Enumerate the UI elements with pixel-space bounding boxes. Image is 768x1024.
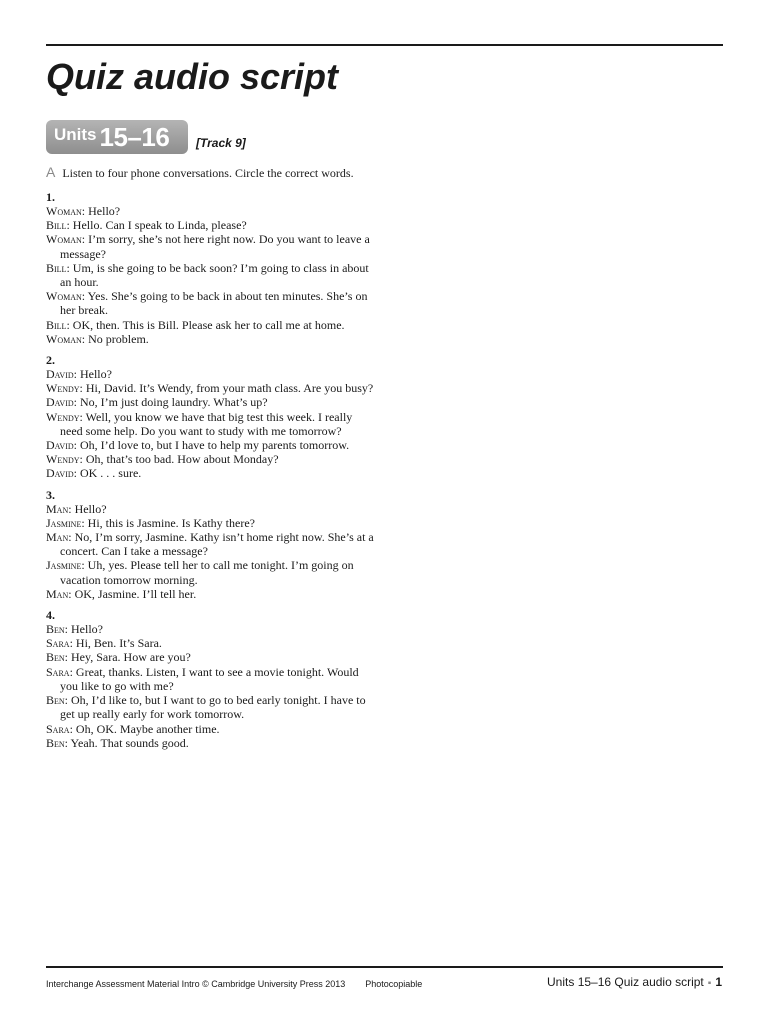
dialogue-line [46, 466, 376, 480]
speaker-name: Woman [46, 204, 82, 218]
dialogue-line [46, 410, 376, 438]
dialogue-text: : Hello? [73, 367, 112, 382]
footer-copyright: Interchange Assessment Material Intro © Cambridge University Press 2013 [46, 979, 346, 989]
section-a [46, 165, 376, 757]
dialogue-line [46, 636, 376, 650]
speaker-name: Jasmine [46, 558, 82, 573]
dialogue-text: : Hello? [81, 204, 121, 218]
unit-badge-word: Units [54, 125, 97, 144]
dialogue-text: : No, I’m just doing laundry. What’s up? [73, 395, 268, 410]
page-title: Quiz audio script [46, 56, 339, 97]
speaker-name: Ben [46, 693, 65, 708]
dialogue-line [46, 367, 376, 381]
speaker-name: Sara [46, 636, 70, 651]
dialogue-text: : Hi, David. It’s Wendy, from your math class. Are you busy? [79, 381, 374, 396]
dialogue-line [46, 587, 376, 601]
footer-left [46, 978, 422, 990]
conversation-number: 3. [46, 487, 55, 502]
dialogue-text: : Hey, Sara. How are you? [64, 650, 191, 665]
dialogue-line [46, 665, 376, 693]
dialogue-line [46, 204, 376, 218]
speaker-name: Woman [46, 289, 82, 304]
dialogue-line [46, 622, 376, 636]
top-rule [46, 44, 723, 46]
dialogue-text: : Hi, Ben. It’s Sara. [69, 636, 162, 651]
conversation-number: 4. [46, 608, 55, 623]
conversation [46, 353, 376, 481]
instruction-text: Listen to four phone conversations. Circle the correct words. [62, 166, 354, 180]
dialogue-line [46, 218, 376, 232]
dialogue-text: : Oh, that’s too bad. How about Monday? [79, 452, 279, 467]
speaker-name: Ben [46, 622, 65, 637]
footer-photocopiable: Photocopiable [365, 979, 423, 989]
speaker-name: Wendy [46, 452, 80, 467]
dialogue-text: : Great, thanks. Listen, I want to see a movie tonight. Would you like to go with me? [60, 664, 359, 693]
footer-bullet-icon: ▪ [707, 978, 712, 989]
dialogue-line [46, 289, 376, 317]
dialogue-text: : Uh, yes. Please tell her to call me tonight. I’m going on vacation tomorrow morning. [60, 558, 354, 587]
speaker-name: David [46, 466, 74, 481]
dialogue-line [46, 438, 376, 452]
unit-badge-numbers: 15–16 [99, 121, 170, 152]
conversation [46, 608, 376, 750]
dialogue-line [46, 693, 376, 721]
dialogue-text: : No problem. [81, 331, 149, 346]
dialogue-line [46, 261, 376, 289]
dialogue-text: : Hello. Can I speak to Linda, please? [66, 218, 247, 233]
speaker-name: Ben [46, 735, 65, 750]
speaker-name: David [46, 367, 74, 382]
speaker-name: Sara [46, 721, 70, 736]
speaker-name: Bill [46, 260, 67, 275]
dialogue-text: : Hello? [68, 501, 107, 516]
speaker-name: Ben [46, 650, 65, 665]
dialogue-text: : Yeah. That sounds good. [64, 735, 189, 750]
dialogue-text: : Oh, I’d love to, but I have to help my parents tomorrow. [73, 438, 350, 453]
speaker-name: Bill [46, 218, 67, 233]
dialogue-line [46, 736, 376, 750]
dialogue-text: : Hi, this is Jasmine. Is Kathy there? [81, 515, 255, 530]
page-number: 1 [715, 975, 722, 989]
dialogue-line [46, 502, 376, 516]
conversation-list [46, 190, 376, 750]
dialogue-line [46, 722, 376, 736]
dialogue-text: : OK, then. This is Bill. Please ask her to call me at home. [66, 317, 345, 332]
dialogue-line [46, 452, 376, 466]
dialogue-line [46, 395, 376, 409]
speaker-name: Woman [46, 331, 82, 346]
dialogue-text: : No, I’m sorry, Jasmine. Kathy isn’t home right now. She’s at a concert. Can I take a message? [60, 530, 374, 559]
dialogue-line [46, 381, 376, 395]
conversation-number: 2. [46, 353, 55, 368]
dialogue-text: : Well, you know we have that big test this week. I really need some help. Do you want to study with me tomorrow? [60, 409, 353, 438]
dialogue-text: : Yes. She’s going to be back in about ten minutes. She’s on her break. [60, 289, 368, 318]
dialogue-line [46, 650, 376, 664]
speaker-name: Woman [46, 232, 82, 247]
speaker-name: Bill [46, 317, 67, 332]
conversation [46, 190, 376, 346]
speaker-name: Man [46, 501, 69, 516]
conversation [46, 488, 376, 601]
dialogue-text: : OK, Jasmine. I’ll tell her. [68, 586, 197, 601]
speaker-name: Wendy [46, 409, 80, 424]
speaker-name: Jasmine [46, 515, 82, 530]
dialogue-text: : Um, is she going to be back soon? I’m going to class in about an hour. [60, 260, 369, 290]
dialogue-text: : I’m sorry, she’s not here right now. Do you want to leave a message? [60, 232, 370, 261]
speaker-name: Sara [46, 664, 70, 679]
dialogue-text: : Hello? [64, 622, 103, 637]
dialogue-line [46, 232, 376, 260]
dialogue-line [46, 516, 376, 530]
dialogue-text: : Oh, I’d like to, but I want to go to bed early tonight. I have to get up really early for work tomorrow. [60, 693, 366, 722]
speaker-name: Man [46, 586, 69, 601]
footer-rule [46, 966, 723, 968]
conversation-number: 1. [46, 190, 55, 204]
dialogue-text: : OK . . . sure. [73, 466, 142, 481]
dialogue-line [46, 318, 376, 332]
section-instruction [46, 165, 376, 180]
footer-right [547, 975, 722, 991]
speaker-name: Wendy [46, 381, 80, 396]
dialogue-line [46, 332, 376, 346]
track-label: [Track 9] [196, 136, 246, 150]
unit-badge [46, 120, 188, 154]
footer-running-title: Units 15–16 Quiz audio script [547, 975, 704, 989]
dialogue-line [46, 530, 376, 558]
speaker-name: David [46, 438, 74, 453]
dialogue-text: : Oh, OK. Maybe another time. [69, 721, 220, 736]
speaker-name: David [46, 395, 74, 410]
section-letter: A [46, 164, 56, 180]
speaker-name: Man [46, 530, 69, 545]
dialogue-line [46, 558, 376, 586]
